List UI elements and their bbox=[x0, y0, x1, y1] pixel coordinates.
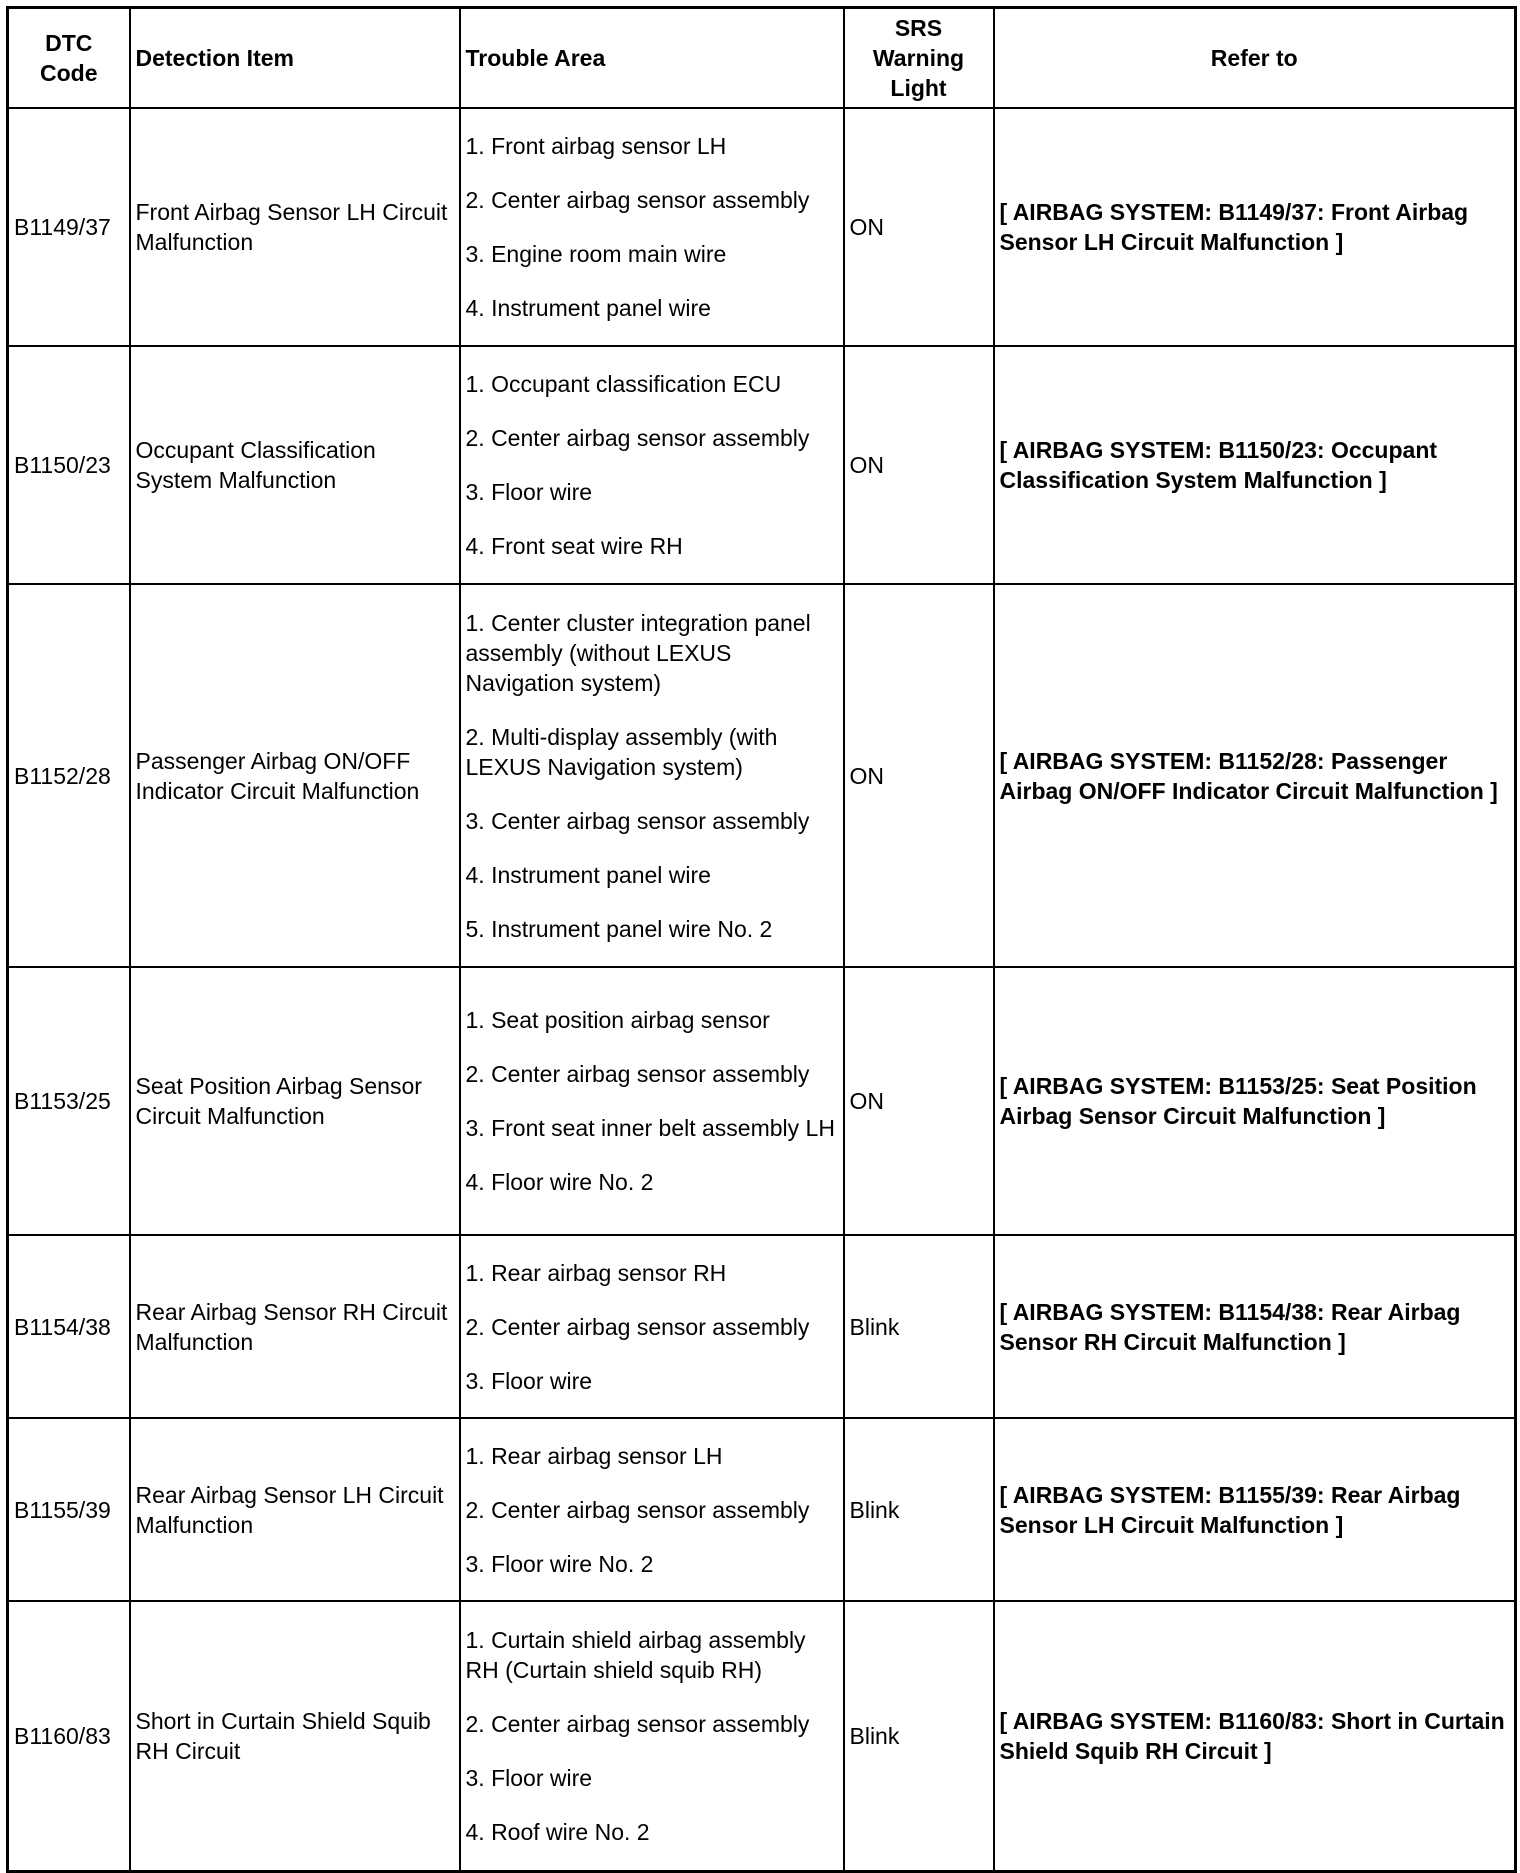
srs-warning-light-cell: Blink bbox=[844, 1601, 994, 1871]
trouble-area-item: 2. Center airbag sensor assembly bbox=[465, 187, 810, 213]
trouble-area-item: 2. Center airbag sensor assembly bbox=[465, 1313, 810, 1340]
trouble-area-item: 5. Instrument panel wire No. 2 bbox=[465, 915, 773, 942]
dtc-code-cell: B1149/37 bbox=[8, 108, 130, 346]
detection-item-cell: Rear Airbag Sensor LH Circuit Malfunction bbox=[130, 1418, 460, 1601]
detection-item-cell: Front Airbag Sensor LH Circuit Malfunction bbox=[130, 108, 460, 346]
refer-to-link[interactable]: [ AIRBAG SYSTEM: B1152/28: Passenger Airbag ON/OFF Indicator Circuit Malfunction ] bbox=[994, 584, 1516, 967]
srs-warning-light-cell: Blink bbox=[844, 1235, 994, 1418]
trouble-area-item: 1. Front airbag sensor LH bbox=[465, 133, 727, 159]
dtc-code-cell: B1154/38 bbox=[8, 1235, 130, 1418]
trouble-area-item: 3. Center airbag sensor assembly bbox=[465, 807, 810, 834]
detection-item-cell: Seat Position Airbag Sensor Circuit Malfunction bbox=[130, 967, 460, 1235]
refer-to-link[interactable]: [ AIRBAG SYSTEM: B1149/37: Front Airbag Sensor LH Circuit Malfunction ] bbox=[994, 108, 1516, 346]
dtc-code-cell: B1160/83 bbox=[8, 1601, 130, 1871]
table-body bbox=[8, 108, 1516, 1871]
trouble-area-item: 4. Front seat wire RH bbox=[465, 533, 683, 559]
dtc-code-cell: B1155/39 bbox=[8, 1418, 130, 1601]
detection-item-cell: Passenger Airbag ON/OFF Indicator Circuit Malfunction bbox=[130, 584, 460, 967]
dtc-table-wrapper bbox=[6, 6, 1517, 1873]
srs-warning-light-cell: ON bbox=[844, 108, 994, 346]
table-row bbox=[8, 108, 1516, 346]
table-row bbox=[8, 1235, 1516, 1418]
table-row bbox=[8, 1418, 1516, 1601]
dtc-code-cell: B1150/23 bbox=[8, 346, 130, 584]
trouble-area-item: 2. Center airbag sensor assembly bbox=[465, 1061, 810, 1087]
header-trouble-area: Trouble Area bbox=[460, 8, 844, 109]
table-header-row bbox=[8, 8, 1516, 109]
header-dtc-code: DTC Code bbox=[8, 8, 130, 109]
trouble-area-cell bbox=[460, 1418, 844, 1601]
table-row bbox=[8, 967, 1516, 1235]
trouble-area-item: 1. Center cluster integration panel assembly (without LEXUS Navigation system) bbox=[465, 609, 811, 696]
trouble-area-item: 3. Floor wire bbox=[465, 1764, 593, 1791]
detection-item-cell: Occupant Classification System Malfunction bbox=[130, 346, 460, 584]
refer-to-link[interactable]: [ AIRBAG SYSTEM: B1154/38: Rear Airbag Sensor RH Circuit Malfunction ] bbox=[994, 1235, 1516, 1418]
trouble-area-item: 2. Center airbag sensor assembly bbox=[465, 1496, 810, 1523]
header-srs-warning-light: SRS Warning Light bbox=[844, 8, 994, 109]
refer-to-link[interactable]: [ AIRBAG SYSTEM: B1160/83: Short in Curtain Shield Squib RH Circuit ] bbox=[994, 1601, 1516, 1871]
refer-to-link[interactable]: [ AIRBAG SYSTEM: B1153/25: Seat Position Airbag Sensor Circuit Malfunction ] bbox=[994, 967, 1516, 1235]
trouble-area-item: 1. Curtain shield airbag assembly RH (Curtain shield squib RH) bbox=[465, 1626, 806, 1683]
srs-warning-light-cell: ON bbox=[844, 584, 994, 967]
trouble-area-item: 1. Occupant classification ECU bbox=[465, 371, 782, 397]
trouble-area-item: 3. Front seat inner belt assembly LH bbox=[465, 1115, 835, 1141]
trouble-area-item: 2. Multi-display assembly (with LEXUS Navigation system) bbox=[465, 723, 778, 780]
dtc-code-cell: B1153/25 bbox=[8, 967, 130, 1235]
table-row bbox=[8, 346, 1516, 584]
table-row bbox=[8, 1601, 1516, 1871]
header-detection-item: Detection Item bbox=[130, 8, 460, 109]
trouble-area-item: 3. Floor wire No. 2 bbox=[465, 1550, 654, 1577]
trouble-area-item: 1. Rear airbag sensor RH bbox=[465, 1259, 727, 1286]
detection-item-cell: Rear Airbag Sensor RH Circuit Malfunction bbox=[130, 1235, 460, 1418]
trouble-area-item: 4. Floor wire No. 2 bbox=[465, 1169, 654, 1195]
trouble-area-cell bbox=[460, 967, 844, 1235]
srs-warning-light-cell: ON bbox=[844, 346, 994, 584]
trouble-area-cell bbox=[460, 108, 844, 346]
table-row bbox=[8, 584, 1516, 967]
srs-warning-light-cell: ON bbox=[844, 967, 994, 1235]
trouble-area-item: 4. Instrument panel wire bbox=[465, 861, 711, 888]
trouble-area-cell bbox=[460, 584, 844, 967]
refer-to-link[interactable]: [ AIRBAG SYSTEM: B1155/39: Rear Airbag Sensor LH Circuit Malfunction ] bbox=[994, 1418, 1516, 1601]
trouble-area-item: 4. Roof wire No. 2 bbox=[465, 1818, 650, 1845]
trouble-area-item: 3. Floor wire bbox=[465, 1367, 593, 1394]
trouble-area-item: 3. Floor wire bbox=[465, 479, 593, 505]
trouble-area-cell bbox=[460, 346, 844, 584]
trouble-area-item: 2. Center airbag sensor assembly bbox=[465, 1710, 810, 1737]
trouble-area-item: 4. Instrument panel wire bbox=[465, 295, 711, 321]
trouble-area-item: 2. Center airbag sensor assembly bbox=[465, 425, 810, 451]
refer-to-link[interactable]: [ AIRBAG SYSTEM: B1150/23: Occupant Classification System Malfunction ] bbox=[994, 346, 1516, 584]
dtc-code-cell: B1152/28 bbox=[8, 584, 130, 967]
dtc-table bbox=[6, 6, 1517, 1873]
trouble-area-cell bbox=[460, 1601, 844, 1871]
trouble-area-item: 3. Engine room main wire bbox=[465, 241, 727, 267]
detection-item-cell: Short in Curtain Shield Squib RH Circuit bbox=[130, 1601, 460, 1871]
trouble-area-item: 1. Seat position airbag sensor bbox=[465, 1007, 770, 1033]
srs-warning-light-cell: Blink bbox=[844, 1418, 994, 1601]
trouble-area-item: 1. Rear airbag sensor LH bbox=[465, 1442, 723, 1469]
header-refer-to: Refer to bbox=[994, 8, 1516, 109]
trouble-area-cell bbox=[460, 1235, 844, 1418]
